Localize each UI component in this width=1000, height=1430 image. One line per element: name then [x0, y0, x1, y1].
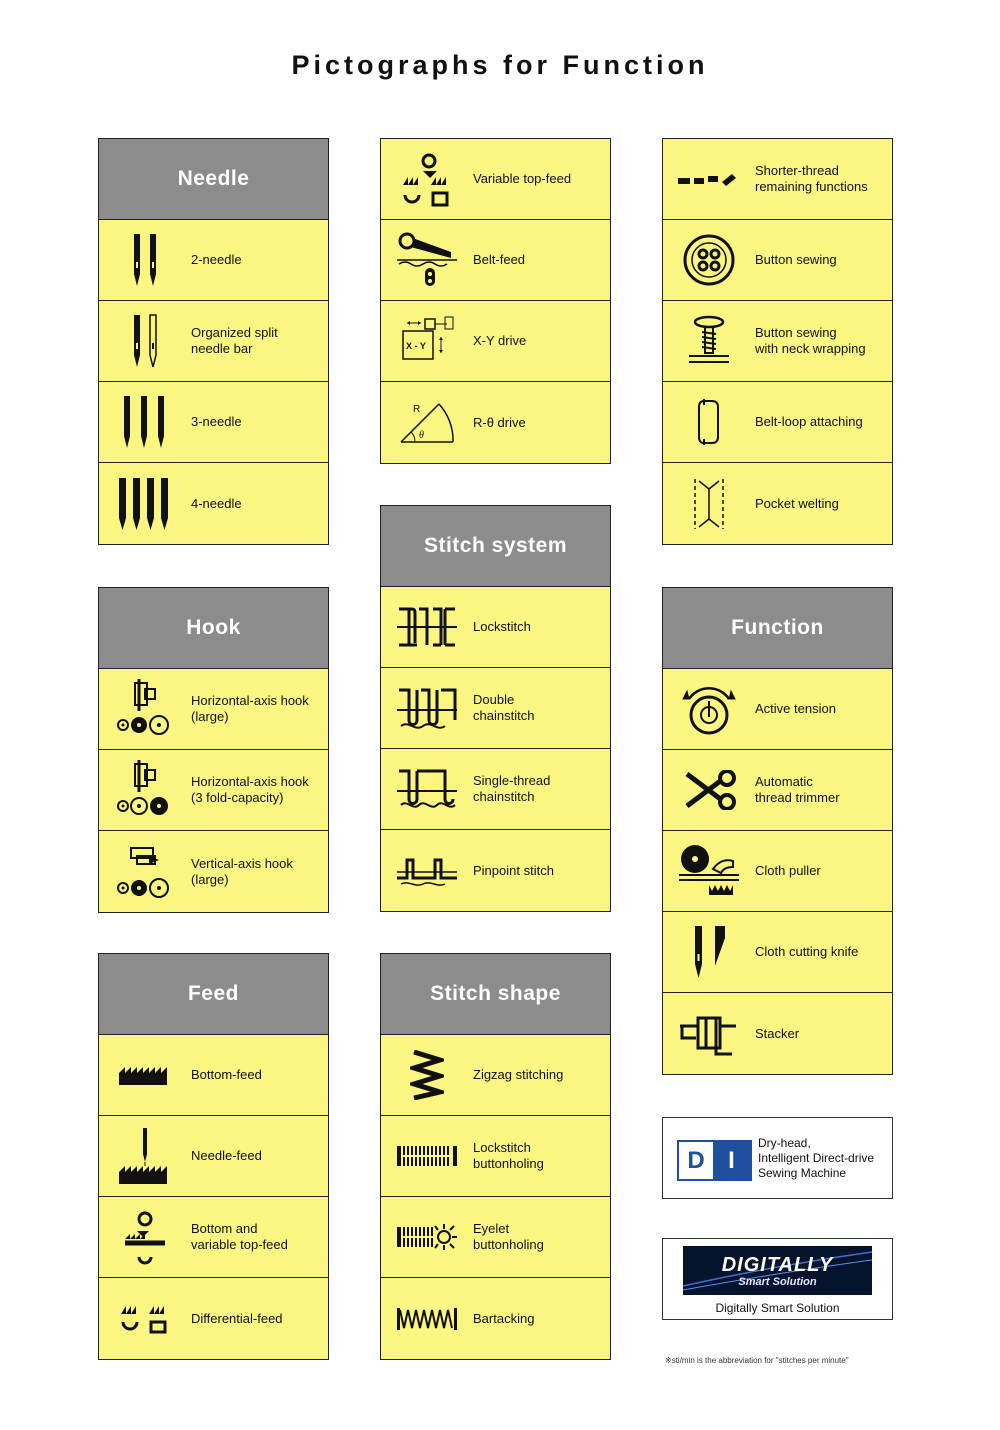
needle-feed-icon: [99, 1116, 191, 1197]
item-label: 4-needle: [191, 495, 242, 511]
stitch-shape-section: [380, 953, 611, 1360]
lockstitch-buttonhole-icon: [381, 1116, 473, 1197]
list-item: [381, 830, 610, 911]
item-label: Bottom-feed: [191, 1067, 262, 1082]
item-label: Lockstitch buttonholing: [473, 1140, 544, 1171]
list-item: [381, 1278, 610, 1359]
list-item: [381, 668, 610, 749]
list-item: [663, 382, 892, 463]
list-item: [99, 1278, 328, 1359]
item-label: Cloth cutting knife: [755, 944, 859, 959]
list-item: [99, 1197, 328, 1278]
list-item: [663, 301, 892, 382]
item-label: R-θ drive: [473, 414, 526, 430]
item-label: Lockstitch: [473, 619, 531, 634]
di-logo-d: D: [679, 1142, 713, 1179]
item-label: Differential-feed: [191, 1310, 283, 1326]
button-neck-icon: [663, 301, 755, 382]
two-needle-icon: [99, 220, 191, 301]
list-item: [381, 1035, 610, 1116]
item-label: Belt-feed: [473, 252, 526, 267]
list-item: [99, 831, 328, 912]
differential-feed-icon: [99, 1278, 191, 1359]
feed-extra-section: [380, 138, 611, 464]
list-item: [99, 301, 328, 382]
item-label: 3-needle: [191, 414, 242, 429]
di-logo-i: I: [713, 1142, 750, 1179]
list-item: [663, 463, 892, 544]
needle-section: [98, 138, 329, 545]
function-header: Function: [663, 588, 892, 669]
r-theta-drive-icon: [381, 382, 473, 463]
item-label: Organized split needle bar: [191, 325, 278, 356]
item-label: Pinpoint stitch: [473, 862, 554, 878]
needle-header: Needle: [99, 139, 328, 220]
stitch-shape-header: Stitch shape: [381, 954, 610, 1035]
list-item: [663, 831, 892, 912]
shorter-thread-icon: [663, 139, 755, 220]
list-item: [381, 220, 610, 301]
list-item: [99, 463, 328, 544]
item-label: Double chainstitch: [473, 692, 535, 723]
hook-section: [98, 587, 329, 913]
footnote: ※sti/min is the abbreviation for "stitches per minute": [665, 1356, 849, 1365]
digitally-logo-main: DIGITALLY: [721, 1254, 834, 1276]
digitally-logo-sub: Smart Solution: [738, 1276, 817, 1288]
item-label: Bartacking: [473, 1310, 535, 1326]
list-item: [99, 1035, 328, 1116]
list-item: [381, 382, 610, 463]
split-needle-bar-icon: [99, 301, 191, 382]
stitch-system-header: Stitch system: [381, 506, 610, 587]
horizontal-hook-large-icon: [99, 669, 191, 750]
item-label: Shorter-thread remaining functions: [755, 163, 868, 194]
bottom-variable-feed-icon: [99, 1197, 191, 1278]
list-item: [99, 1116, 328, 1197]
active-tension-icon: [663, 669, 755, 750]
hook-header: Hook: [99, 588, 328, 669]
item-label: Active tension: [755, 701, 836, 716]
cloth-puller-icon: [663, 831, 755, 912]
feed-header: Feed: [99, 954, 328, 1035]
digitally-logo: [683, 1246, 872, 1295]
item-label: Bottom and variable top-feed: [191, 1221, 288, 1252]
item-label: Single-thread chainstitch: [473, 773, 551, 804]
xy-glyph: X - Y: [406, 341, 426, 351]
item-label: Vertical-axis hook (large): [191, 855, 293, 887]
three-needle-icon: [99, 382, 191, 463]
double-chainstitch-icon: [381, 668, 473, 749]
list-item: [663, 912, 892, 993]
pocket-welting-icon: [663, 463, 755, 544]
stitch-system-section: [380, 505, 611, 912]
list-item: [381, 1116, 610, 1197]
item-label: Variable top-feed: [473, 171, 572, 186]
stacker-icon: [663, 993, 755, 1074]
list-item: [99, 220, 328, 301]
function-section: [662, 587, 893, 1075]
item-label: Horizontal-axis hook (3 fold-capacity): [191, 774, 309, 805]
digitally-box: [662, 1238, 893, 1320]
list-item: [381, 139, 610, 220]
list-item: [381, 1197, 610, 1278]
four-needle-icon: [99, 463, 191, 544]
item-label: Pocket welting: [755, 495, 839, 511]
eyelet-buttonhole-icon: [381, 1197, 473, 1278]
pinpoint-stitch-icon: [381, 830, 473, 911]
item-label: 2-needle: [191, 252, 242, 267]
bottom-feed-icon: [99, 1035, 191, 1116]
xy-drive-icon: [381, 301, 473, 382]
list-item: [663, 750, 892, 831]
r-glyph: R: [413, 403, 421, 415]
item-label: Automatic thread trimmer: [755, 774, 840, 805]
belt-loop-icon: [663, 382, 755, 463]
zigzag-icon: [381, 1035, 473, 1116]
single-chainstitch-icon: [381, 749, 473, 830]
di-text: Dry-head, Intelligent Direct-drive Sewing Machine: [758, 1136, 875, 1180]
vertical-hook-large-icon: [99, 831, 191, 912]
knife-icon: [663, 912, 755, 993]
page-title: Pictographs for Function: [291, 50, 709, 80]
list-item: [663, 139, 892, 220]
digitally-caption: Digitally Smart Solution: [715, 1301, 840, 1315]
item-label: Stacker: [755, 1025, 800, 1041]
item-label: X-Y drive: [473, 333, 527, 348]
scissors-icon: [663, 750, 755, 831]
misc-section: [662, 138, 893, 545]
list-item: [663, 669, 892, 750]
horizontal-hook-3fold-icon: [99, 750, 191, 831]
list-item: [99, 750, 328, 831]
list-item: [381, 749, 610, 830]
list-item: [663, 993, 892, 1074]
button-icon: [663, 220, 755, 301]
list-item: [381, 301, 610, 382]
di-box: [662, 1117, 893, 1199]
item-label: Belt-loop attaching: [755, 414, 863, 429]
belt-feed-icon: [381, 220, 473, 301]
lockstitch-icon: [381, 587, 473, 668]
item-label: Eyelet buttonholing: [473, 1221, 544, 1252]
theta-glyph: θ: [419, 429, 424, 441]
item-label: Button sewing: [755, 252, 837, 267]
list-item: [663, 220, 892, 301]
feed-section: [98, 953, 329, 1360]
variable-top-feed-icon: [381, 139, 473, 220]
di-logo: [677, 1140, 752, 1181]
item-label: Cloth puller: [755, 863, 821, 878]
item-label: Horizontal-axis hook (large): [191, 693, 309, 724]
list-item: [99, 669, 328, 750]
list-item: [99, 382, 328, 463]
item-label: Zigzag stitching: [473, 1067, 564, 1082]
item-label: Button sewing with neck wrapping: [755, 325, 866, 356]
list-item: [381, 587, 610, 668]
bartacking-icon: [381, 1278, 473, 1359]
item-label: Needle-feed: [191, 1148, 262, 1163]
